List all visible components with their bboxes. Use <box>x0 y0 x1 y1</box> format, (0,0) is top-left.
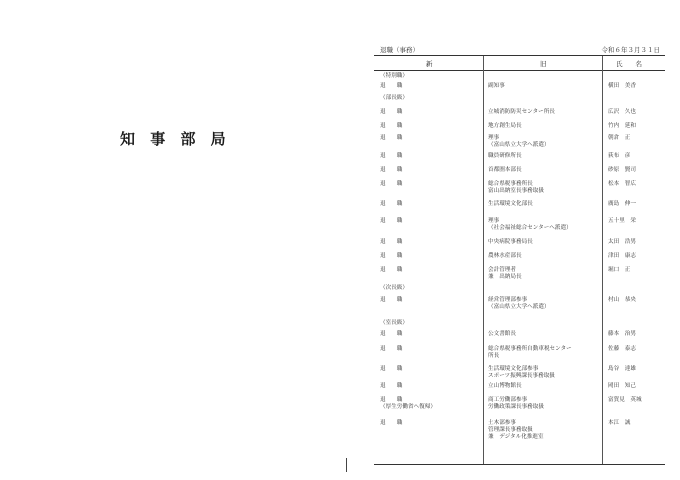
document-header <box>374 42 664 56</box>
old-post-cell-text: 兼 デジタル化推進室 <box>488 434 544 440</box>
person-name-cell <box>608 346 664 353</box>
personnel-table <box>374 55 665 465</box>
old-post-cell <box>488 420 598 441</box>
new-post-cell <box>380 135 402 142</box>
new-post-cell <box>380 383 402 390</box>
new-post-cell-text: 退 職 <box>380 109 403 115</box>
old-post-cell-text: 農林水産部長 <box>488 253 522 259</box>
new-post-cell-text: 退 職 <box>380 420 403 426</box>
old-post-cell-text: 立山博物館長 <box>488 383 522 389</box>
person-name-cell-text: 広沢 久也 <box>608 109 636 115</box>
person-name-cell <box>608 181 664 188</box>
new-post-cell-text: 退 職 <box>380 83 403 89</box>
old-post-cell <box>488 366 598 380</box>
old-post-cell <box>488 253 598 260</box>
old-post-cell-text: 経営管理部参事 <box>488 297 528 303</box>
old-post-cell <box>488 201 598 208</box>
old-post-cell-text: 中央病院事務局長 <box>488 239 533 245</box>
old-post-cell-text: 商工労働部参事 <box>488 397 528 403</box>
table-header-row <box>374 56 665 71</box>
person-name-cell <box>608 201 664 208</box>
old-post-cell-text: （社会福祉総合センターへ派遣） <box>488 225 572 231</box>
new-post-cell <box>380 167 402 174</box>
new-post-cell-text: 退 職 <box>380 135 403 141</box>
header-category: 退職（事務） <box>380 46 419 54</box>
old-post-cell <box>488 109 598 116</box>
person-name-cell-text: 津田 康志 <box>608 253 636 259</box>
old-post-cell <box>488 123 598 130</box>
old-post-cell-text: 土木部参事 <box>488 420 516 426</box>
person-name-cell-text: 岡田 知己 <box>608 383 636 389</box>
column-header-old: 旧 <box>540 60 547 68</box>
person-name-cell <box>608 397 664 404</box>
old-post-cell-text: 地方創生局長 <box>488 123 522 129</box>
new-post-cell <box>380 218 402 225</box>
old-post-cell <box>488 346 598 360</box>
person-name-cell-text: 堀口 正 <box>608 267 631 273</box>
new-post-cell-text: 退 職 <box>380 201 403 207</box>
new-post-cell-text: 退 職 <box>380 297 403 303</box>
page-mark <box>346 458 348 472</box>
old-post-cell-text: 所長 <box>488 353 500 359</box>
new-post-cell-text: （室長級） <box>380 320 408 326</box>
old-post-cell <box>488 135 598 149</box>
person-name-cell-text: 朝倉 正 <box>608 135 631 141</box>
header-date: 令和６年３月３１日 <box>601 46 660 54</box>
old-post-cell-text: 立城消防防災センター所長 <box>488 109 555 115</box>
old-post-cell <box>488 181 598 195</box>
new-post-cell-text: 退 職 <box>380 123 403 129</box>
column-header-name: 氏 名 <box>616 60 642 68</box>
new-post-cell <box>380 239 402 246</box>
new-post-cell <box>380 123 402 130</box>
old-post-cell-text: 総合県税事務所自動車税センター <box>488 346 572 352</box>
new-post-cell <box>380 320 408 327</box>
old-post-cell <box>488 167 598 174</box>
old-post-cell-text: 副知事 <box>488 83 505 89</box>
new-post-cell <box>380 397 436 411</box>
old-post-cell-text: 労働政策課長事務取扱 <box>488 404 544 410</box>
new-post-cell-text: （厚生労働省へ復帰） <box>380 404 436 410</box>
person-name-cell <box>608 253 664 260</box>
old-post-cell-text: 会計管理者 <box>488 267 516 273</box>
new-post-cell <box>380 420 402 427</box>
person-name-cell-text: 本江 誠 <box>608 420 631 426</box>
person-name-cell-text: 竹内 延和 <box>608 123 636 129</box>
new-post-cell-text: 退 職 <box>380 218 403 224</box>
person-name-cell-text: 富賀見 英城 <box>608 397 642 403</box>
old-post-cell-text: （富山県立大学へ派遣） <box>488 304 550 310</box>
person-name-cell <box>608 153 664 160</box>
person-name-cell <box>608 218 664 225</box>
old-post-cell-text: 富山出納室長事務取扱 <box>488 188 544 194</box>
old-post-cell <box>488 218 598 232</box>
department-title: 知 事 部 局 <box>120 130 231 148</box>
new-post-cell <box>380 95 408 102</box>
old-post-cell <box>488 297 598 311</box>
person-name-cell-text: 五十里 栄 <box>608 218 636 224</box>
person-name-cell <box>608 83 664 90</box>
old-post-cell-text: 理事 <box>488 218 500 224</box>
old-post-cell-text: 職員研修所長 <box>488 153 522 159</box>
old-post-cell <box>488 331 598 338</box>
person-name-cell <box>608 167 664 174</box>
old-post-cell-text: 兼 出納局長 <box>488 274 522 280</box>
new-post-cell <box>380 153 402 160</box>
new-post-cell-text: 退 職 <box>380 181 403 187</box>
person-name-cell-text: 島谷 達雄 <box>608 366 636 372</box>
column-divider <box>483 56 484 464</box>
old-post-cell-text: 総合県税事務所長 <box>488 181 533 187</box>
new-post-cell-text: 退 職 <box>380 366 403 372</box>
person-name-cell <box>608 366 664 373</box>
new-post-cell-text: 退 職 <box>380 331 403 337</box>
old-post-cell-text: （富山県立大学へ派遣） <box>488 142 550 148</box>
old-post-cell-text: 公文書館長 <box>488 331 516 337</box>
old-post-cell <box>488 267 598 281</box>
person-name-cell <box>608 383 664 390</box>
person-name-cell <box>608 135 664 142</box>
old-post-cell-text: 生活環境文化部参事 <box>488 366 539 372</box>
person-name-cell-text: 廣島 伸一 <box>608 201 636 207</box>
new-post-cell-text: 退 職 <box>380 153 403 159</box>
new-post-cell <box>380 253 402 260</box>
person-name-cell <box>608 123 664 130</box>
person-name-cell <box>608 297 664 304</box>
new-post-cell-text: 退 職 <box>380 346 403 352</box>
new-post-cell-text: （次長級） <box>380 285 408 291</box>
new-post-cell <box>380 346 402 353</box>
new-post-cell-text: （部長級） <box>380 95 408 101</box>
person-name-cell <box>608 331 664 338</box>
old-post-cell-text: 首都圏本部長 <box>488 167 522 173</box>
old-post-cell <box>488 383 598 390</box>
new-post-cell <box>380 297 402 304</box>
new-post-cell-text: 退 職 <box>380 397 403 403</box>
person-name-cell-text: 横田 美香 <box>608 83 636 89</box>
new-post-cell <box>380 201 402 208</box>
column-divider <box>602 56 603 464</box>
new-post-cell <box>380 109 402 116</box>
person-name-cell-text: 藤本 治男 <box>608 331 636 337</box>
new-post-cell <box>380 366 402 373</box>
person-name-cell-text: 佐藤 泰志 <box>608 346 636 352</box>
person-name-cell-text: 砂原 賢司 <box>608 167 636 173</box>
person-name-cell-text: 太田 浩男 <box>608 239 636 245</box>
old-post-cell-text: 生活環境文化部長 <box>488 201 533 207</box>
old-post-cell <box>488 397 598 411</box>
new-post-cell-text: 退 職 <box>380 253 403 259</box>
new-post-cell-text: 退 職 <box>380 167 403 173</box>
new-post-cell-text: （特別職） <box>380 73 408 79</box>
new-post-cell <box>380 181 402 188</box>
new-post-cell <box>380 83 402 90</box>
person-name-cell <box>608 239 664 246</box>
new-post-cell <box>380 267 402 274</box>
new-post-cell <box>380 331 402 338</box>
person-name-cell-text: 松本 智広 <box>608 181 636 187</box>
old-post-cell-text: 理事 <box>488 135 500 141</box>
old-post-cell-text: 管理課長事務取扱 <box>488 427 533 433</box>
new-post-cell <box>380 285 408 292</box>
person-name-cell <box>608 267 664 274</box>
column-header-new: 新 <box>426 60 433 68</box>
old-post-cell <box>488 239 598 246</box>
person-name-cell-text: 村山 恭央 <box>608 297 636 303</box>
person-name-cell <box>608 109 664 116</box>
new-post-cell-text: 退 職 <box>380 239 403 245</box>
person-name-cell <box>608 420 664 427</box>
old-post-cell <box>488 153 598 160</box>
new-post-cell <box>380 73 408 80</box>
old-post-cell-text: スポーツ振興課長事務取扱 <box>488 373 555 379</box>
person-name-cell-text: 荻布 彦 <box>608 153 631 159</box>
new-post-cell-text: 退 職 <box>380 383 403 389</box>
old-post-cell <box>488 83 598 90</box>
new-post-cell-text: 退 職 <box>380 267 403 273</box>
